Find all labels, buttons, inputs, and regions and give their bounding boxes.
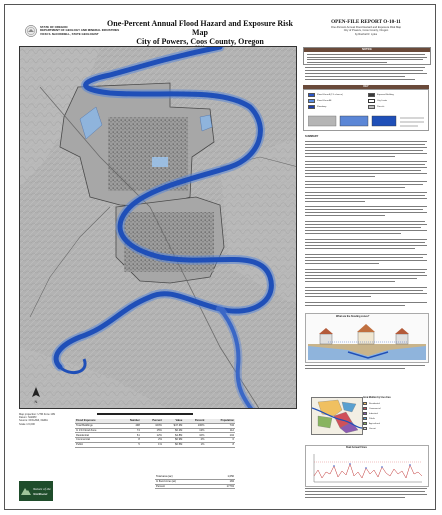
- agency-line-1: STATE OF OREGON: [40, 25, 68, 29]
- exposure-table: [75, 419, 235, 471]
- table-row: Percent 17.5%: [156, 484, 234, 488]
- credit-line: Source: DOGAMI, FEMA: [19, 419, 48, 423]
- diagram-illustration: [308, 320, 426, 360]
- chart-plot: [310, 452, 424, 484]
- legend-label: Flood Zone AE: [317, 99, 332, 102]
- right-sidebar: [301, 45, 431, 501]
- table-row: Commercial 8 2% $0.9M 2% 0: [76, 438, 234, 442]
- peak-flow-chart: [305, 445, 429, 487]
- legend-item: [368, 93, 394, 97]
- map-canvas: [20, 47, 297, 409]
- field-blue: [152, 157, 168, 167]
- legend-item: [368, 105, 384, 109]
- chart-title: Peak Annual Flows: [346, 447, 367, 449]
- summary-heading: SUMMARY: [305, 135, 319, 138]
- notice-box: [303, 47, 431, 65]
- inset-legend-item: Residential: [363, 402, 380, 405]
- legend-swatch: [368, 99, 375, 103]
- legend-swatch: [308, 93, 315, 97]
- table-row: In flood zone (ac) 184: [156, 480, 234, 484]
- diagram-title: What are the flooding zones?: [336, 315, 370, 318]
- table-row: In 1% Flood Zone 74 15% $6.2M 13% 112: [76, 428, 234, 432]
- credit-line: Map projection: UTM Zone 10N: [19, 413, 56, 416]
- legend-item: [308, 105, 326, 109]
- summary-table: [155, 475, 235, 489]
- legend-label: Flood Zone A (1% chance): [317, 93, 343, 96]
- table-row: Public 5 1% $0.5M 1% 8: [76, 443, 234, 447]
- legend-label: Parcels: [377, 105, 385, 108]
- credit-line: Datum: NAD83: [19, 416, 37, 420]
- inset-legend-item: Commercial: [363, 407, 381, 410]
- svg-text:N: N: [34, 399, 38, 404]
- table-header-row: Flood Exposure Number Percent Value Percent Population: [76, 419, 234, 423]
- land-use-inset-map: [311, 397, 363, 435]
- legend-box: [303, 89, 429, 131]
- legend-item: [308, 99, 331, 103]
- inset-legend: [363, 397, 425, 435]
- report-subtitle: One-Percent Annual Flood Hazard and Exposure Risk Map: [330, 26, 402, 29]
- logo-line-1: Nature of the: [33, 487, 51, 491]
- legend-item: [368, 99, 387, 103]
- key-heading: KEY: [303, 85, 429, 89]
- legend-swatch: [308, 105, 315, 109]
- legend-swatch: [308, 99, 315, 103]
- scale-bar: [97, 412, 217, 416]
- map-title: One-Percent Annual Flood Hazard and Exposure Risk Map: [107, 19, 293, 37]
- map-credits: [19, 413, 71, 426]
- logo-line-2: Northwest: [33, 492, 48, 496]
- nature-of-the-northwest-logo: [19, 481, 53, 501]
- inset-title: Area Median by Use Area: [363, 397, 391, 399]
- table-row: Total Buildings 498 100% $47.3M 100% 734: [76, 424, 234, 428]
- legend-label: Floodway: [317, 105, 327, 108]
- main-map[interactable]: [19, 46, 297, 409]
- inset-map-canvas: [312, 398, 362, 434]
- legend-scale-graphic: [308, 114, 426, 128]
- mountain-icon: [21, 487, 31, 495]
- report-author: by Rachel R. Lyles: [354, 32, 378, 36]
- table-row: Total area (ac) 1,050: [156, 475, 234, 479]
- inset-legend-item: Vacant: [363, 427, 376, 430]
- legend-item: [308, 93, 343, 97]
- flood-zone-diagram: [305, 313, 429, 363]
- inset-legend-item: Industrial: [363, 412, 378, 415]
- legend-label: City Limits: [377, 99, 388, 102]
- legend-label: Exposed Building: [377, 93, 394, 96]
- legend-swatch: [368, 105, 375, 109]
- report-block: [303, 19, 429, 36]
- inset-legend-item: Public: [363, 417, 375, 420]
- agency-line-2: DEPARTMENT OF GEOLOGY AND MINERAL INDUSTRIES: [40, 28, 120, 33]
- report-number: OPEN-FILE REPORT O-10-11: [331, 19, 401, 25]
- report-subtitle-2: City of Powers, Coos County, Oregon: [343, 29, 389, 33]
- oregon-seal-icon: [25, 25, 37, 37]
- credit-line: Scale 1:6,000: [19, 422, 35, 426]
- legend-swatch: [368, 93, 375, 97]
- agency-line-3: VICKI S. McCONNELL, STATE GEOLOGIST: [40, 31, 99, 36]
- map-sheet: [4, 4, 436, 510]
- inset-legend-item: Agricultural: [363, 422, 380, 425]
- notice-heading: NOTICE: [304, 48, 430, 52]
- map-subtitle: City of Powers, Coos County, Oregon: [136, 37, 264, 46]
- table-row: Residential 61 12% $4.8M 10% 104: [76, 433, 234, 437]
